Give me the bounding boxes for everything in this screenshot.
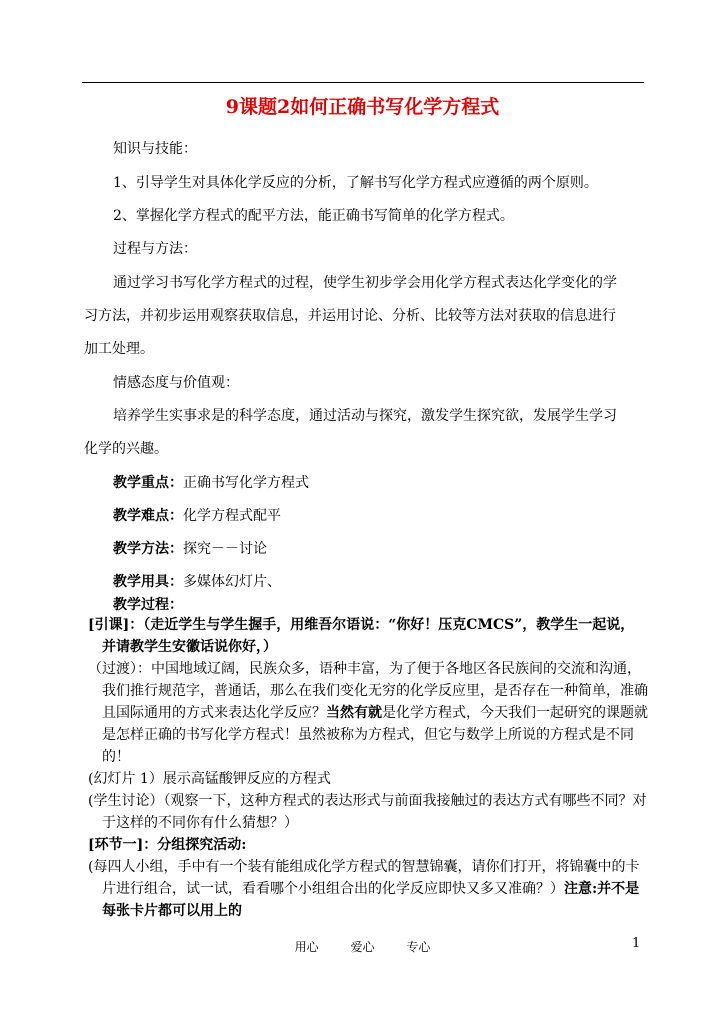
teaching-method-value: 探究－－讨论 — [183, 541, 267, 557]
transition-text: 是化学方程式，今天我们一起研究的课题就是怎样正确的书写化学方程式！虽然被称为方程式，但它与数学上所说的方程式是不同的！ — [102, 705, 648, 765]
teaching-difficulty-label: 教学难点： — [113, 508, 183, 524]
teaching-focus-value: 正确书写化学方程式 — [183, 475, 309, 491]
emotion-heading: 情感态度与价值观： — [113, 375, 239, 391]
teaching-tools-label: 教学用具： — [113, 574, 183, 590]
transition-text: （过渡）：中国地域辽阔，民族众多，语种丰富，为了便于各地区各民族间的交流和沟通，我们推行规范字，普通话，那么在我们变化无穷的化学反应里，是否存在一种简单，准确且国际通用的方式来表达化学反应？ — [88, 661, 648, 721]
header-rule — [82, 82, 644, 83]
lesson-process — [88, 614, 648, 922]
footer-word: 用心 — [294, 940, 319, 954]
process-method-line: 加工处理。 — [84, 341, 154, 357]
intro-paragraph: [引课]：（走近学生与学生握手，用维吾尔语说：“你好！压克CMCS”，教学生一起说，并请教学生安徽话说你好，） — [88, 617, 635, 655]
page-footer — [0, 938, 725, 956]
transition-paragraph — [88, 658, 648, 768]
teaching-process-label: 教学过程： — [113, 597, 183, 613]
knowledge-item-2: 2、掌握化学方程式的配平方法，能正确书写简单的化学方程式。 — [113, 208, 514, 224]
teaching-focus-label: 教学重点： — [113, 475, 183, 491]
activity-note: 注意:并不是每张卡片都可以用上的 — [102, 881, 640, 919]
knowledge-item-1: 1、引导学生对具体化学反应的分析，了解书写化学方程式应遵循的两个原则。 — [113, 175, 598, 191]
teaching-tools-value: 多媒体幻灯片、 — [183, 574, 281, 590]
teaching-difficulty — [113, 506, 281, 526]
teaching-method — [113, 539, 267, 559]
slide-paragraph: (幻灯片 1）展示高锰酸钾反应的方程式 — [88, 771, 331, 787]
emotion-line: 化学的兴趣。 — [84, 441, 168, 457]
teaching-difficulty-value: 化学方程式配平 — [183, 508, 281, 524]
teaching-method-label: 教学方法： — [113, 541, 183, 557]
section-heading: [环节一]：分组探究活动: — [88, 837, 247, 853]
transition-emphasis: 当然有就 — [326, 705, 382, 721]
footer-word: 专心 — [406, 940, 431, 954]
emotion-line: 培养学生实事求是的科学态度，通过活动与探究，激发学生探究欲，发展学生学习 — [113, 408, 617, 424]
process-method-line: 通过学习书写化学方程式的过程，使学生初步学会用化学方程式表达化学变化的学 — [113, 275, 617, 291]
activity-paragraph — [88, 856, 648, 922]
activity-text: (每四人小组，手中有一个装有能组成化学方程式的智慧锦囊，请你们打开，将锦囊中的卡片进行组合，试一试，看看哪个小组组合出的化学反应即快又多又准确？） — [88, 859, 640, 897]
teaching-tools — [113, 572, 281, 592]
process-method-heading: 过程与方法： — [113, 241, 197, 257]
discussion-paragraph: (学生讨论）（观察一下，这种方程式的表达形式与前面我接触过的表达方式有哪些不同？对于这样的不同你有什么猜想？） — [88, 793, 647, 831]
footer-word: 爱心 — [350, 940, 375, 954]
page-title: 9课题2如何正确书写化学方程式 — [225, 96, 500, 118]
page-number: 1 — [632, 936, 641, 951]
knowledge-heading: 知识与技能： — [113, 141, 197, 157]
process-method-line: 习方法，并初步运用观察获取信息，并运用讨论、分析、比较等方法对获取的信息进行 — [84, 308, 616, 324]
teaching-focus — [113, 473, 309, 493]
